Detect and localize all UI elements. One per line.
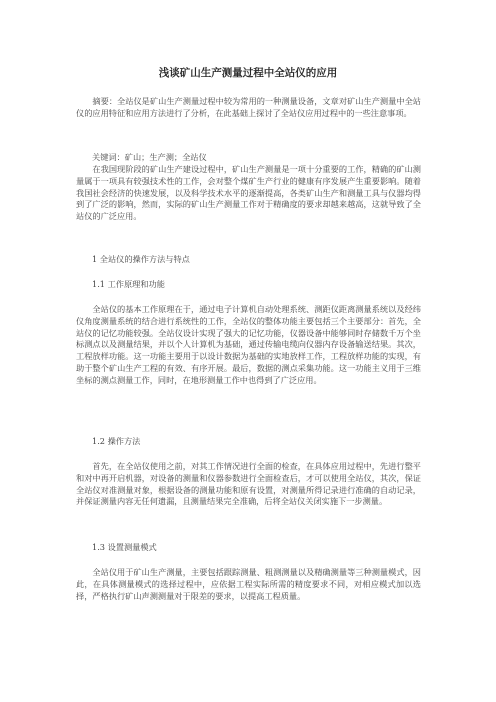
section-1-2-paragraph: 首先，在全站仪使用之前，对其工作情况进行全面的检查，在具体应用过程中，先进行整平和对中再开启机器，对设备的测量和仪器参数进行全面检查后，才可以使用全站仪，其次，保证全站仪对准测量对象，根据设备的测量功能和原有设置，对测量所得记录进行准确的自动记录，并保证测量内容无任何遗漏，且测量结果完全准确，后将全站仪关闭实施下一步测量。	[76, 461, 421, 507]
section-1-heading: 1 全站仪的操作方法与特点	[92, 254, 190, 264]
keywords-line: 关键词：矿山；生产测；全站仪	[92, 152, 207, 162]
abstract-paragraph: 摘要：全站仪是矿山生产测量过程中较为常用的一种测量设备，文章对矿山生产测量中全站仪的应用特征和应用方法进行了分析，在此基础上探讨了全站仪应用过程中的一些注意事项。	[76, 96, 421, 118]
section-1-3-paragraph: 全站仪用于矿山生产测量，主要包括跟踪测量、粗测测量以及精确测量等三种测量模式，因此，在具体测量模式的选择过程中，应依据工程实际所需的精度要求不同，对相应模式加以选择，严格执行矿山声测测量对于限差的要求，以提高工程质量。	[76, 567, 421, 601]
section-1-2-heading: 1.2 操作方法	[92, 436, 141, 446]
intro-paragraph: 在我国现阶段的矿山生产建设过程中，矿山生产测量是一项十分重要的工作，精确的矿山测量属于一项具有较强技术性的工作，会对整个煤矿生产行业的健康有序发展产生重要影响。随着我国社会经济的快速发展，以及科学技术水平的逐渐提高，各类矿山生产和测量工具与仪器均得到了广泛的影响，然而，实际的矿山生产测量工作对于精确度的要求却越来越高，这就导致了全站仪的广泛应用。	[76, 164, 421, 222]
document-title: 浅谈矿山生产测量过程中全站仪的应用	[158, 67, 338, 79]
section-1-3-heading: 1.3 设置测量模式	[92, 542, 157, 552]
section-1-1-heading: 1.1 工作原理和功能	[92, 279, 165, 289]
section-1-1-paragraph: 全站仪的基本工作原理在于，通过电子计算机自动处理系统、测距仪距离测量系统以及经纬仪角度测量系统的结合进行系统性的工作，全站仪的整体功能主要包括三个主要部分：首先，全站仪的记忆功能较强。全站仪设计实现了强大的记忆功能，仪器设备中能够同时存储数千万个坐标测点以及测量结果，并以个人计算机为基础，通过传输电缆向仪器内存设备输送结果。其次，工程放样功能。这一功能主要用于以设计数据为基础的实地放样工作，工程放样功能的实现，有助于整个矿山生产工程的有效、有序开展。最后，数据的测点采集功能。这一功能主义用于三维坐标的测点测量工作，同时，在地形测量工作中也得到了广泛应用。	[76, 304, 421, 385]
